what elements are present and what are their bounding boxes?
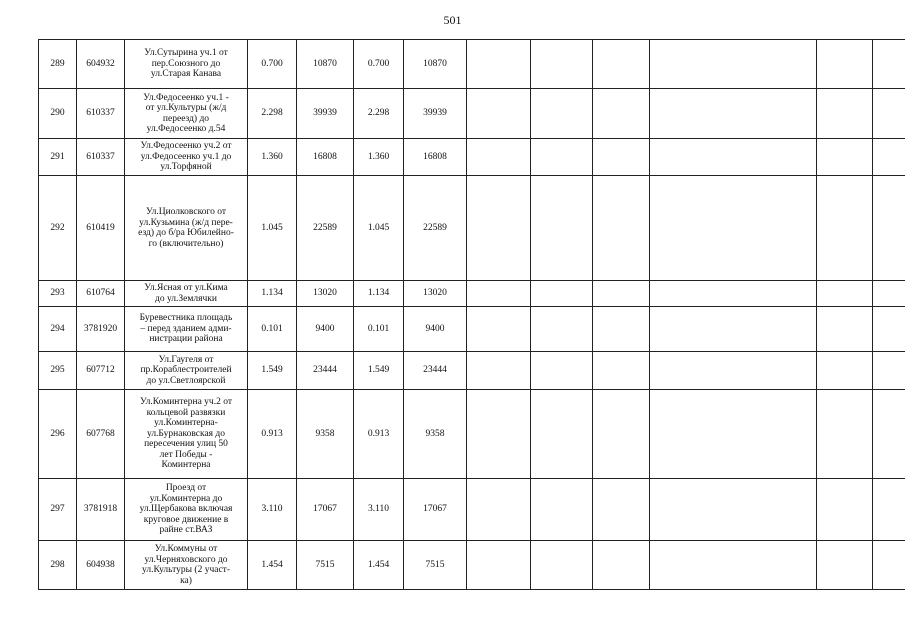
empty-cell [817, 307, 873, 352]
empty-cell [593, 281, 650, 307]
empty-cell [817, 479, 873, 541]
empty-cell [593, 352, 650, 390]
empty-cell [817, 281, 873, 307]
table-body [39, 40, 905, 590]
row-code: 607712 [77, 352, 125, 390]
empty-cell [873, 89, 905, 139]
row-description: Буревестника площадь – перед зданием адми- нистрации района [125, 307, 248, 352]
row-length-1: 1.549 [248, 352, 297, 390]
empty-cell [593, 40, 650, 89]
table-row [39, 40, 905, 89]
row-area-2: 39939 [404, 89, 467, 139]
empty-cell [817, 352, 873, 390]
empty-cell [817, 40, 873, 89]
empty-cell [467, 479, 531, 541]
row-area-2: 13020 [404, 281, 467, 307]
empty-cell [593, 541, 650, 590]
row-area-2: 10870 [404, 40, 467, 89]
row-length-2: 1.549 [354, 352, 404, 390]
row-description: Ул.Ясная от ул.Кима до ул.Землячки [125, 281, 248, 307]
row-area-2: 7515 [404, 541, 467, 590]
row-length-1: 1.360 [248, 139, 297, 176]
row-length-1: 0.913 [248, 390, 297, 479]
row-length-2: 1.134 [354, 281, 404, 307]
row-code: 604938 [77, 541, 125, 590]
row-area-2: 17067 [404, 479, 467, 541]
empty-cell [467, 40, 531, 89]
empty-cell [593, 139, 650, 176]
row-number: 291 [39, 139, 77, 176]
row-area-2: 9400 [404, 307, 467, 352]
empty-cell [531, 541, 593, 590]
empty-cell [650, 89, 817, 139]
row-length-2: 1.454 [354, 541, 404, 590]
empty-cell [873, 390, 905, 479]
row-length-2: 0.101 [354, 307, 404, 352]
empty-cell [531, 40, 593, 89]
row-code: 607768 [77, 390, 125, 479]
row-code: 3781918 [77, 479, 125, 541]
empty-cell [650, 176, 817, 281]
empty-cell [531, 479, 593, 541]
empty-cell [593, 89, 650, 139]
row-code: 610337 [77, 139, 125, 176]
row-description: Ул.Сутырина уч.1 от пер.Союзного до ул.Старая Канава [125, 40, 248, 89]
row-area-1: 23444 [297, 352, 354, 390]
empty-cell [817, 541, 873, 590]
empty-cell [650, 139, 817, 176]
row-length-1: 1.454 [248, 541, 297, 590]
row-code: 3781920 [77, 307, 125, 352]
empty-cell [873, 281, 905, 307]
row-area-2: 16808 [404, 139, 467, 176]
row-area-1: 17067 [297, 479, 354, 541]
table-row [39, 307, 905, 352]
empty-cell [873, 541, 905, 590]
row-area-1: 22589 [297, 176, 354, 281]
empty-cell [467, 176, 531, 281]
row-length-1: 1.134 [248, 281, 297, 307]
empty-cell [650, 281, 817, 307]
empty-cell [817, 390, 873, 479]
row-area-1: 9358 [297, 390, 354, 479]
empty-cell [531, 307, 593, 352]
empty-cell [531, 390, 593, 479]
table-row [39, 352, 905, 390]
empty-cell [531, 89, 593, 139]
empty-cell [531, 281, 593, 307]
empty-cell [467, 281, 531, 307]
table-row [39, 281, 905, 307]
empty-cell [873, 479, 905, 541]
row-length-2: 2.298 [354, 89, 404, 139]
row-length-1: 2.298 [248, 89, 297, 139]
empty-cell [650, 390, 817, 479]
row-code: 610419 [77, 176, 125, 281]
empty-cell [467, 390, 531, 479]
table-row [39, 390, 905, 479]
row-description: Ул.Циолковского от ул.Кузьмина (ж/д пере- езд) до б/ра Юбилейно- го (включительно) [125, 176, 248, 281]
empty-cell [593, 390, 650, 479]
row-number: 293 [39, 281, 77, 307]
empty-cell [467, 89, 531, 139]
empty-cell [650, 479, 817, 541]
row-description: Ул.Федосеенко уч.2 от ул.Федосеенко уч.1 до ул.Торфяной [125, 139, 248, 176]
row-length-2: 3.110 [354, 479, 404, 541]
empty-cell [650, 307, 817, 352]
empty-cell [650, 40, 817, 89]
row-code: 604932 [77, 40, 125, 89]
row-number: 294 [39, 307, 77, 352]
row-code: 610337 [77, 89, 125, 139]
row-number: 295 [39, 352, 77, 390]
empty-cell [593, 479, 650, 541]
empty-cell [467, 139, 531, 176]
row-area-2: 23444 [404, 352, 467, 390]
table-row [39, 139, 905, 176]
empty-cell [593, 307, 650, 352]
row-length-1: 3.110 [248, 479, 297, 541]
row-area-1: 9400 [297, 307, 354, 352]
empty-cell [873, 176, 905, 281]
table-row [39, 541, 905, 590]
table-row [39, 479, 905, 541]
row-length-2: 1.045 [354, 176, 404, 281]
row-area-1: 39939 [297, 89, 354, 139]
row-length-2: 1.360 [354, 139, 404, 176]
empty-cell [531, 352, 593, 390]
row-number: 290 [39, 89, 77, 139]
row-number: 296 [39, 390, 77, 479]
row-area-1: 16808 [297, 139, 354, 176]
row-length-2: 0.700 [354, 40, 404, 89]
empty-cell [531, 139, 593, 176]
empty-cell [467, 352, 531, 390]
row-number: 298 [39, 541, 77, 590]
row-number: 289 [39, 40, 77, 89]
row-number: 297 [39, 479, 77, 541]
empty-cell [467, 307, 531, 352]
empty-cell [873, 40, 905, 89]
empty-cell [531, 176, 593, 281]
row-length-2: 0.913 [354, 390, 404, 479]
row-length-1: 0.700 [248, 40, 297, 89]
row-description: Ул.Коммуны от ул.Черняховского до ул.Культуры (2 участ- ка) [125, 541, 248, 590]
empty-cell [873, 139, 905, 176]
row-area-1: 10870 [297, 40, 354, 89]
row-length-1: 1.045 [248, 176, 297, 281]
empty-cell [817, 139, 873, 176]
empty-cell [817, 176, 873, 281]
empty-cell [593, 176, 650, 281]
table-row [39, 176, 905, 281]
row-description: Ул.Федосеенко уч.1 - от ул.Культуры (ж/д переезд) до ул.Федосеенко д.54 [125, 89, 248, 139]
empty-cell [873, 352, 905, 390]
road-registry-table [38, 39, 905, 590]
row-area-2: 9358 [404, 390, 467, 479]
table-row [39, 89, 905, 139]
empty-cell [817, 89, 873, 139]
row-area-1: 7515 [297, 541, 354, 590]
page-number: 501 [443, 13, 462, 27]
row-description: Ул.Гаугеля от пр.Кораблестроителей до ул.Светлоярской [125, 352, 248, 390]
row-area-1: 13020 [297, 281, 354, 307]
row-length-1: 0.101 [248, 307, 297, 352]
row-area-2: 22589 [404, 176, 467, 281]
row-code: 610764 [77, 281, 125, 307]
empty-cell [650, 352, 817, 390]
row-number: 292 [39, 176, 77, 281]
empty-cell [467, 541, 531, 590]
empty-cell [650, 541, 817, 590]
row-description: Ул.Коминтерна уч.2 от кольцевой развязки ул.Коминтерна- ул.Бурнаковская до пересечения улиц 50 лет Победы - Коминтерна [125, 390, 248, 479]
empty-cell [873, 307, 905, 352]
row-description: Проезд от ул.Коминтерна до ул.Щербакова включая круговое движение в райне ст.ВАЗ [125, 479, 248, 541]
